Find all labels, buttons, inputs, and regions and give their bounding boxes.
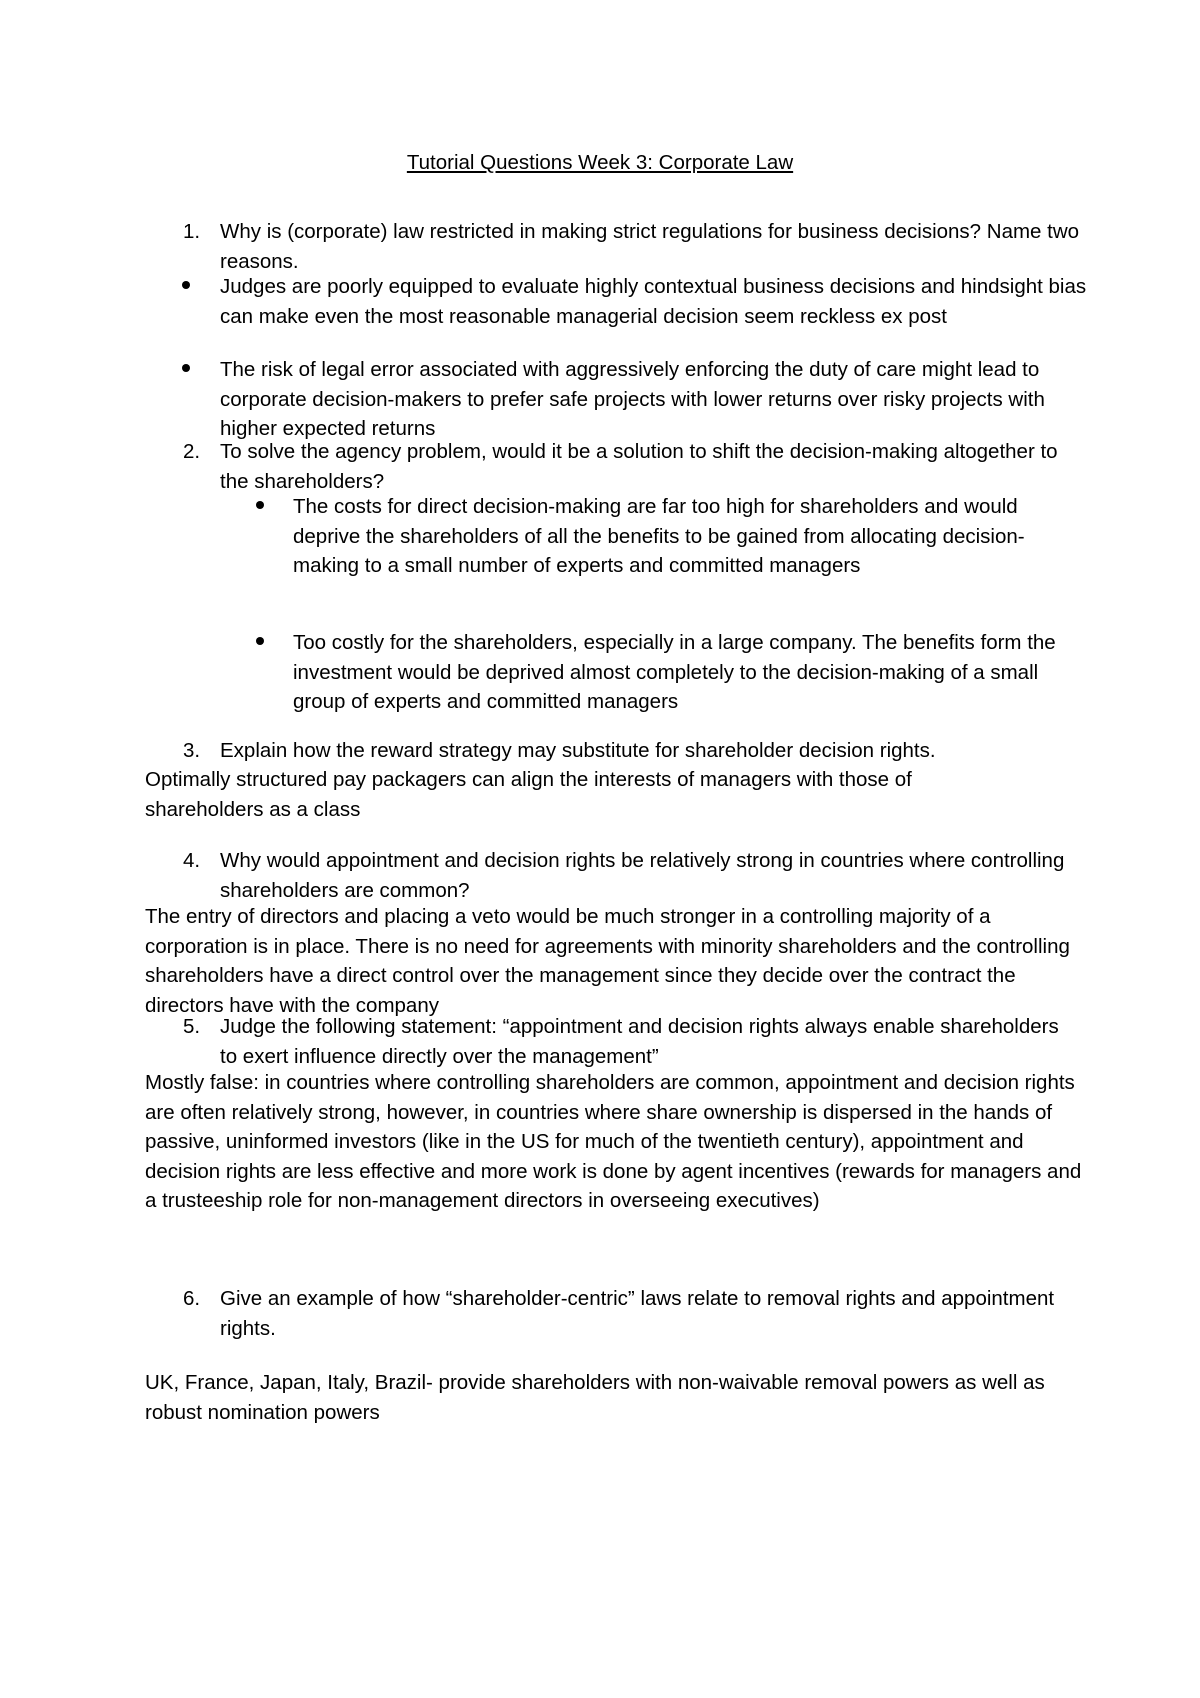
question-number: 4.	[183, 849, 201, 872]
answer-bullet: The costs for direct decision-making are far too high for shareholders and would deprive the shareholders of all the benefits to be gained from allocating decision-making to a small number of experts and committed managers	[293, 495, 1025, 577]
answer-text: The entry of directors and placing a veto would be much stronger in a controlling majority of a corporation is in place. There is no need for agreements with minority shareholders and the controlling shareholders have a direct control over the management since they decide over the contract the directors have with the company	[145, 905, 1070, 1017]
question-text: Why would appointment and decision rights be relatively strong in countries where controlling shareholders are common?	[220, 849, 1065, 902]
answer-bullet: Too costly for the shareholders, especially in a large company. The benefits form the investment would be deprived almost completely to the decision-making of a small group of experts and committed managers	[293, 631, 1056, 713]
bullet-icon	[182, 355, 194, 367]
bullet-icon	[182, 272, 194, 284]
question-text: Why is (corporate) law restricted in making strict regulations for business decisions? Name two reasons.	[220, 220, 1080, 273]
bullet-icon	[256, 628, 268, 640]
answer-text: Mostly false: in countries where controlling shareholders are common, appointment and decision rights are often relatively strong, however, in countries where share ownership is dispersed in the hands of passive, uninformed investors (like in the US for much of the twentieth century), appointment and decision rights are less effective and more work is done by agent incentives (rewards for managers and a trusteeship role for non-management directors in overseeing executives)	[145, 1071, 1082, 1212]
bullet-icon	[256, 492, 268, 504]
answer-text: UK, France, Japan, Italy, Brazil- provide shareholders with non-waivable removal powers as well as robust nomination powers	[145, 1371, 1045, 1424]
question-number: 5.	[183, 1015, 201, 1038]
question-text: Explain how the reward strategy may substitute for shareholder decision rights.	[220, 739, 936, 762]
question-number: 2.	[183, 440, 201, 463]
question-number: 6.	[183, 1287, 201, 1310]
question-text: Give an example of how “shareholder-centric” laws relate to removal rights and appointment rights.	[220, 1287, 1055, 1340]
answer-text: Optimally structured pay packagers can align the interests of managers with those of shareholders as a class	[145, 768, 912, 821]
answer-bullet: The risk of legal error associated with aggressively enforcing the duty of care might lead to corporate decision-makers to prefer safe projects with lower returns over risky projects with higher expected returns	[220, 358, 1045, 440]
question-text: To solve the agency problem, would it be a solution to shift the decision-making altogether to the shareholders?	[220, 440, 1058, 493]
question-number: 1.	[183, 220, 201, 243]
document-title: Tutorial Questions Week 3: Corporate Law	[406, 151, 794, 174]
question-text: Judge the following statement: “appointment and decision rights always enable shareholders to exert influence directly over the management”	[220, 1015, 1059, 1068]
question-number: 3.	[183, 739, 201, 762]
answer-bullet: Judges are poorly equipped to evaluate highly contextual business decisions and hindsight bias can make even the most reasonable managerial decision seem reckless ex post	[220, 275, 1087, 328]
